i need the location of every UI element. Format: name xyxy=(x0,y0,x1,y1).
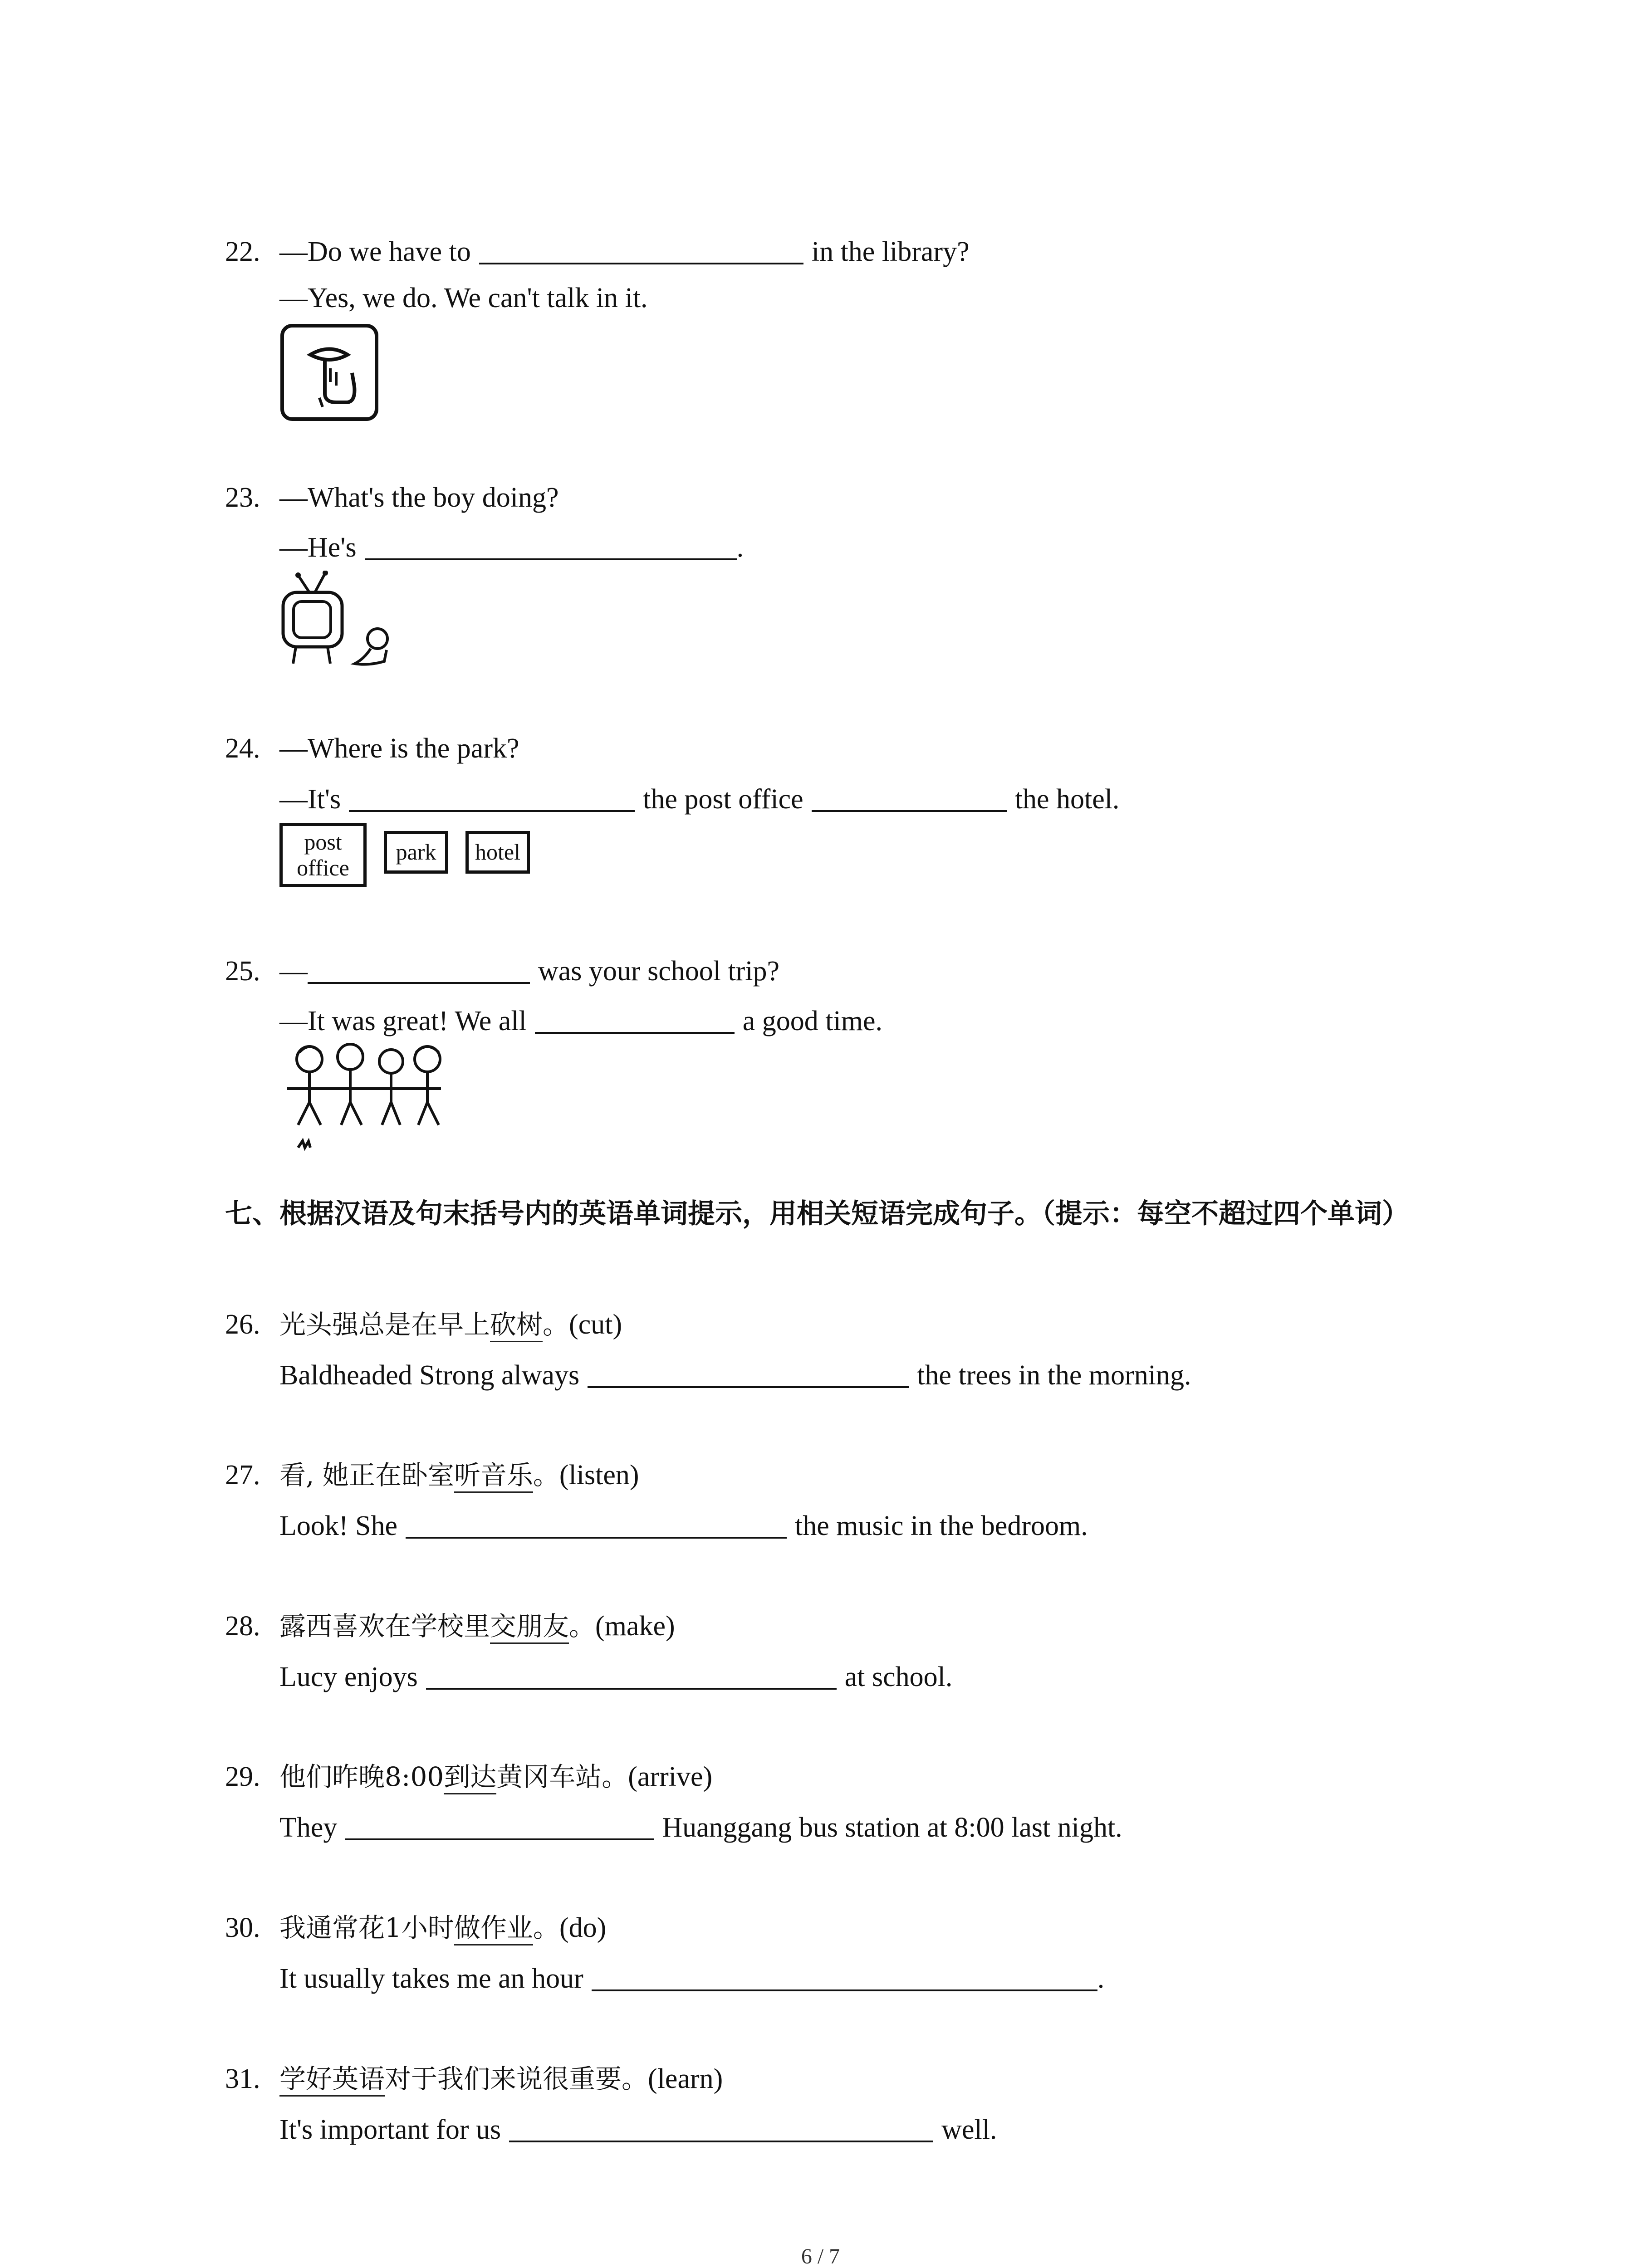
q27-zh-before: 看, 她正在卧室 xyxy=(279,1460,454,1491)
q31-zh-after: 对于我们来说很重要。 xyxy=(385,2063,648,2094)
q27-en-after: the music in the bedroom. xyxy=(795,1510,1088,1541)
kids-holding-hands-icon xyxy=(278,1039,455,1152)
q30-en-after: . xyxy=(1097,1963,1105,1994)
q25-text-after: was your school trip? xyxy=(538,956,780,987)
q23-number: 23. xyxy=(225,482,260,513)
park-box: park xyxy=(384,831,448,874)
q27-en-before: Look! She xyxy=(279,1510,398,1541)
q26-en-before: Baldheaded Strong always xyxy=(279,1360,580,1391)
q28-hint: (make) xyxy=(595,1611,675,1642)
q25-text-before-2: —It was great! We all xyxy=(279,1006,527,1036)
q25-line2 xyxy=(279,1004,882,1038)
q23-line2 xyxy=(279,531,744,564)
q27-chinese xyxy=(279,1458,639,1492)
q30-hint: (do) xyxy=(559,1912,607,1943)
q31-zh-underlined-2: 英语 xyxy=(332,2063,385,2097)
q28-chinese xyxy=(279,1609,675,1643)
q27-answer-blank[interactable] xyxy=(406,1511,787,1539)
q28-number: 28. xyxy=(225,1611,260,1642)
q30-number: 30. xyxy=(225,1912,260,1943)
q29-number: 29. xyxy=(225,1761,260,1792)
q31-answer-blank[interactable] xyxy=(509,2115,933,2142)
q28-zh-underlined: 交朋友 xyxy=(490,1611,569,1644)
q29-answer-blank[interactable] xyxy=(345,1813,654,1840)
q30-answer-blank[interactable] xyxy=(592,1964,1097,1991)
q23-answer-blank[interactable] xyxy=(365,533,737,560)
q26-en-after: the trees in the morning. xyxy=(917,1360,1191,1391)
q31-hint: (learn) xyxy=(648,2063,723,2094)
q24-number: 24. xyxy=(225,733,260,764)
q22-line1 xyxy=(279,235,970,269)
q24-text-after: the hotel. xyxy=(1014,784,1120,815)
q25-text-after-2: a good time. xyxy=(742,1006,882,1036)
q24-text-before: —It's xyxy=(279,784,341,815)
q28-english xyxy=(279,1660,952,1694)
q27-english xyxy=(279,1509,1088,1543)
q26-answer-blank[interactable] xyxy=(588,1361,909,1388)
q29-zh-after: 黄冈车站。 xyxy=(496,1761,628,1792)
q28-zh-after: 。 xyxy=(569,1611,596,1642)
q27-zh-underlined: 听音乐 xyxy=(454,1460,533,1493)
q25-answer-blank-2[interactable] xyxy=(535,1007,735,1034)
q24-text-mid: the post office xyxy=(643,784,803,815)
q29-en-before: They xyxy=(279,1812,338,1843)
q28-en-before: Lucy enjoys xyxy=(279,1662,418,1692)
q31-en-after: well. xyxy=(941,2114,997,2145)
q29-en-after: Huanggang bus station at 8:00 last night. xyxy=(662,1812,1122,1843)
q25-line1 xyxy=(279,954,779,988)
q25-text-before: — xyxy=(279,956,308,987)
q28-answer-blank[interactable] xyxy=(426,1662,837,1690)
q26-english xyxy=(279,1359,1191,1392)
q26-chinese xyxy=(279,1308,622,1341)
q30-zh-before: 我通常花1小时 xyxy=(279,1912,454,1943)
q22-answer-blank[interactable] xyxy=(479,237,803,264)
q25-answer-blank-1[interactable] xyxy=(308,957,530,984)
q26-hint: (cut) xyxy=(569,1309,622,1340)
q30-english xyxy=(279,1962,1104,1995)
q26-number: 26. xyxy=(225,1309,260,1340)
q22-text-after: in the library? xyxy=(811,236,970,267)
q29-english xyxy=(279,1811,1122,1844)
q30-zh-after: 。 xyxy=(533,1912,559,1943)
q30-chinese xyxy=(279,1911,606,1945)
q22-line2: —Yes, we do. We can't talk in it. xyxy=(279,283,648,313)
q23-line1: —What's the boy doing? xyxy=(279,482,559,513)
boy-watching-tv-icon xyxy=(278,571,400,675)
q22-text-before: —Do we have to xyxy=(279,236,471,267)
q25-number: 25. xyxy=(225,956,260,987)
q26-zh-after: 。 xyxy=(543,1309,569,1340)
q29-zh-before: 他们昨晚8:00 xyxy=(279,1761,444,1792)
q31-chinese xyxy=(279,2062,723,2096)
q24-line2 xyxy=(279,782,1119,816)
q24-answer-blank-2[interactable] xyxy=(812,785,1007,812)
q31-number: 31. xyxy=(225,2063,260,2094)
q27-zh-after: 。 xyxy=(533,1460,559,1491)
post-office-box: post office xyxy=(279,823,367,887)
q30-en-before: It usually takes me an hour xyxy=(279,1963,583,1994)
q31-en-before: It's important for us xyxy=(279,2114,501,2145)
q22-number: 22. xyxy=(225,236,260,267)
q26-zh-underlined: 砍树 xyxy=(490,1309,543,1342)
q27-number: 27. xyxy=(225,1460,260,1491)
q23-text-before: —He's xyxy=(279,532,357,563)
q24-line1: —Where is the park? xyxy=(279,733,519,764)
q26-zh-before: 光头强总是在早上 xyxy=(279,1309,490,1340)
q30-zh-underlined: 做作业 xyxy=(454,1912,533,1945)
section-7-title: 七、根据汉语及句末括号内的英语单词提示，用相关短语完成句子。（提示：每空不超过四个单词） xyxy=(225,1198,1409,1230)
q24-answer-blank-1[interactable] xyxy=(349,785,635,812)
q29-hint: (arrive) xyxy=(628,1761,713,1792)
page-number: 6 / 7 xyxy=(801,2244,840,2268)
q27-hint: (listen) xyxy=(559,1460,639,1491)
hotel-box: hotel xyxy=(465,831,530,874)
quiet-finger-on-lips-icon xyxy=(279,323,379,422)
q29-chinese xyxy=(279,1760,712,1794)
q28-zh-before: 露西喜欢在学校里 xyxy=(279,1611,490,1642)
q23-text-after: . xyxy=(736,532,744,563)
q28-en-after: at school. xyxy=(844,1662,953,1692)
q31-zh-underlined-1: 学好 xyxy=(279,2063,332,2097)
q29-zh-underlined: 到达 xyxy=(444,1761,496,1794)
q31-english xyxy=(279,2113,997,2146)
